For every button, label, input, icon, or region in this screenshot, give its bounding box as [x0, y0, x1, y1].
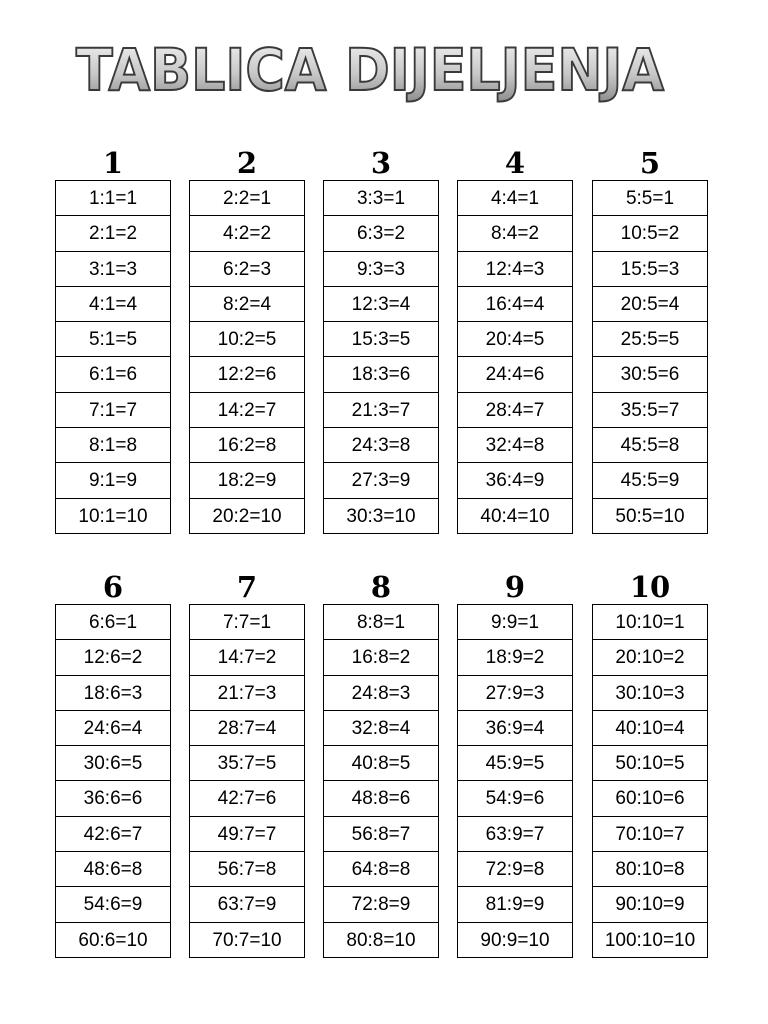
title-text: TABLICA DIJELJENJA	[76, 36, 665, 104]
table-cell: 27:9=3	[458, 676, 572, 711]
table-cell: 18:3=6	[324, 357, 438, 392]
division-table-9	[457, 570, 573, 958]
table-cell: 45:9=5	[458, 746, 572, 781]
table-cell: 42:7=6	[190, 781, 304, 816]
table-cell: 24:8=3	[324, 676, 438, 711]
table-heading: 9	[504, 570, 526, 604]
table-cell: 20:5=4	[593, 287, 707, 322]
table-heading: 6	[102, 570, 124, 604]
table-cell: 40:4=10	[458, 499, 572, 534]
table-cell: 7:7=1	[190, 605, 304, 640]
table-cell: 50:10=5	[593, 746, 707, 781]
division-table-4	[457, 146, 573, 534]
table-cell: 8:2=4	[190, 287, 304, 322]
table-cell: 24:4=6	[458, 357, 572, 392]
table-cell: 14:2=7	[190, 393, 304, 428]
table-cell: 15:5=3	[593, 252, 707, 287]
table-heading: 7	[236, 570, 258, 604]
table-cell: 49:7=7	[190, 817, 304, 852]
table-cell: 6:3=2	[324, 216, 438, 251]
table-cell: 28:4=7	[458, 393, 572, 428]
division-table-2	[189, 146, 305, 534]
table-cell: 10:5=2	[593, 216, 707, 251]
table-cells	[323, 604, 439, 958]
table-cell: 35:5=7	[593, 393, 707, 428]
table-cell: 20:10=2	[593, 640, 707, 675]
table-cell: 32:8=4	[324, 711, 438, 746]
table-cell: 25:5=5	[593, 322, 707, 357]
table-cell: 56:7=8	[190, 852, 304, 887]
table-cell: 8:1=8	[56, 428, 170, 463]
page-title	[0, 22, 768, 112]
table-cell: 36:9=4	[458, 711, 572, 746]
table-cell: 60:10=6	[593, 781, 707, 816]
table-cell: 12:3=4	[324, 287, 438, 322]
table-cell: 2:1=2	[56, 216, 170, 251]
table-cell: 4:4=1	[458, 181, 572, 216]
table-cell: 10:10=1	[593, 605, 707, 640]
division-table-1	[55, 146, 171, 534]
table-cell: 15:3=5	[324, 322, 438, 357]
table-cell: 90:10=9	[593, 887, 707, 922]
table-cell: 81:9=9	[458, 887, 572, 922]
table-cell: 42:6=7	[56, 817, 170, 852]
table-cells	[189, 180, 305, 534]
table-cells	[457, 604, 573, 958]
table-cell: 5:5=1	[593, 181, 707, 216]
table-cell: 5:1=5	[56, 322, 170, 357]
table-cell: 21:3=7	[324, 393, 438, 428]
table-cells	[55, 604, 171, 958]
table-cells	[592, 180, 708, 534]
table-cell: 24:3=8	[324, 428, 438, 463]
table-cell: 12:4=3	[458, 252, 572, 287]
table-cell: 90:9=10	[458, 923, 572, 958]
table-cell: 3:1=3	[56, 252, 170, 287]
table-cells	[323, 180, 439, 534]
division-table-6	[55, 570, 171, 958]
table-cell: 45:5=9	[593, 463, 707, 498]
division-table-10	[592, 570, 708, 958]
table-cell: 20:4=5	[458, 322, 572, 357]
table-cell: 80:8=10	[324, 923, 438, 958]
table-cell: 56:8=7	[324, 817, 438, 852]
table-cell: 7:1=7	[56, 393, 170, 428]
division-table-5	[592, 146, 708, 534]
table-cell: 30:3=10	[324, 499, 438, 534]
table-cell: 70:7=10	[190, 923, 304, 958]
table-cell: 8:4=2	[458, 216, 572, 251]
table-cell: 64:8=8	[324, 852, 438, 887]
table-cell: 20:2=10	[190, 499, 304, 534]
table-cell: 48:6=8	[56, 852, 170, 887]
table-cell: 9:1=9	[56, 463, 170, 498]
table-cell: 30:6=5	[56, 746, 170, 781]
table-cell: 10:1=10	[56, 499, 170, 534]
table-cell: 40:10=4	[593, 711, 707, 746]
table-heading: 10	[629, 570, 671, 604]
table-cell: 16:4=4	[458, 287, 572, 322]
table-cell: 32:4=8	[458, 428, 572, 463]
table-cell: 36:4=9	[458, 463, 572, 498]
table-cell: 35:7=5	[190, 746, 304, 781]
table-heading: 3	[370, 146, 392, 180]
table-cell: 12:2=6	[190, 357, 304, 392]
table-cell: 40:8=5	[324, 746, 438, 781]
division-table-3	[323, 146, 439, 534]
table-heading: 2	[236, 146, 258, 180]
table-cell: 16:8=2	[324, 640, 438, 675]
table-cells	[592, 604, 708, 958]
table-cell: 21:7=3	[190, 676, 304, 711]
table-cell: 72:9=8	[458, 852, 572, 887]
table-cell: 2:2=1	[190, 181, 304, 216]
table-cell: 27:3=9	[324, 463, 438, 498]
table-cell: 30:5=6	[593, 357, 707, 392]
table-cell: 28:7=4	[190, 711, 304, 746]
table-cell: 4:2=2	[190, 216, 304, 251]
table-cell: 54:9=6	[458, 781, 572, 816]
table-cell: 63:9=7	[458, 817, 572, 852]
table-cell: 18:2=9	[190, 463, 304, 498]
table-cell: 10:2=5	[190, 322, 304, 357]
table-cells	[457, 180, 573, 534]
table-cell: 14:7=2	[190, 640, 304, 675]
table-cell: 1:1=1	[56, 181, 170, 216]
division-table-7	[189, 570, 305, 958]
table-heading: 4	[504, 146, 526, 180]
table-cell: 24:6=4	[56, 711, 170, 746]
table-cells	[55, 180, 171, 534]
title-graphic	[0, 22, 768, 112]
table-cell: 80:10=8	[593, 852, 707, 887]
table-cell: 8:8=1	[324, 605, 438, 640]
table-cell: 50:5=10	[593, 499, 707, 534]
table-cell: 60:6=10	[56, 923, 170, 958]
table-cell: 54:6=9	[56, 887, 170, 922]
table-cell: 6:6=1	[56, 605, 170, 640]
table-cell: 3:3=1	[324, 181, 438, 216]
table-cell: 70:10=7	[593, 817, 707, 852]
table-cell: 18:6=3	[56, 676, 170, 711]
table-heading: 8	[370, 570, 392, 604]
division-table-8	[323, 570, 439, 958]
table-cell: 48:8=6	[324, 781, 438, 816]
table-cell: 9:3=3	[324, 252, 438, 287]
table-cells	[189, 604, 305, 958]
table-cell: 6:1=6	[56, 357, 170, 392]
table-cell: 45:5=8	[593, 428, 707, 463]
table-cell: 36:6=6	[56, 781, 170, 816]
table-cell: 6:2=3	[190, 252, 304, 287]
table-cell: 18:9=2	[458, 640, 572, 675]
table-cell: 30:10=3	[593, 676, 707, 711]
table-heading: 1	[102, 146, 124, 180]
table-cell: 72:8=9	[324, 887, 438, 922]
table-cell: 16:2=8	[190, 428, 304, 463]
table-cell: 12:6=2	[56, 640, 170, 675]
table-cell: 100:10=10	[593, 923, 707, 958]
table-cell: 9:9=1	[458, 605, 572, 640]
table-cell: 4:1=4	[56, 287, 170, 322]
table-cell: 63:7=9	[190, 887, 304, 922]
table-heading: 5	[639, 146, 661, 180]
